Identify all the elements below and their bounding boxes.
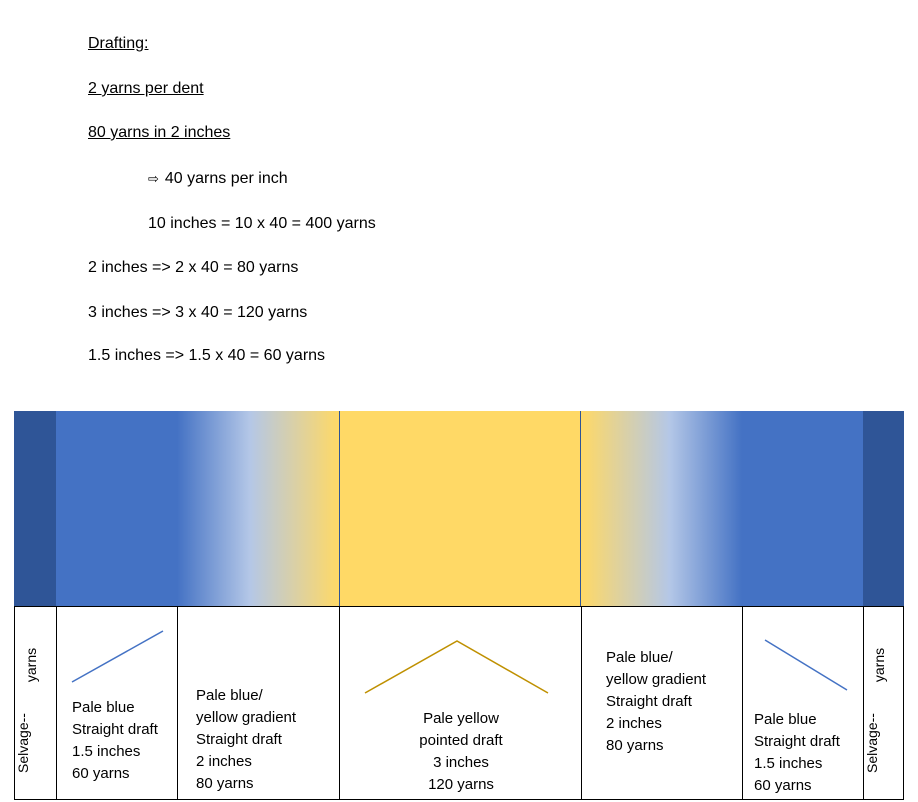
gradient-left-cell: [177, 606, 339, 800]
drafting-notes: [0, 0, 918, 400]
gradient-right-label: Pale blue/ yellow gradient Straight draft 2 inches 80 yarns: [606, 649, 707, 754]
pale-blue-left-label: Pale blue Straight draft 1.5 inches 60 yarns: [72, 699, 158, 782]
gradient-left-swatch: [177, 411, 339, 607]
pale-blue-right-cell: [742, 606, 863, 800]
gradient-right-cell: [581, 606, 742, 800]
gradient-left-label: Pale blue/ yellow gradient Straight draft 2 inches 80 yarns: [196, 687, 297, 792]
selvage-right-yarns-label: yarns: [871, 647, 888, 683]
note-1-5-inches: 1.5 inches => 1.5 x 40 = 60 yarns: [88, 347, 326, 364]
selvage-right-swatch: [863, 411, 904, 607]
note-3-inches: 3 inches => 3 x 40 = 120 yarns: [88, 304, 308, 321]
note-yarns-per-inch-text: 40 yarns per inch: [164, 170, 288, 187]
note-yarns-per-inch: [148, 169, 288, 189]
pale-yellow-label: Pale yellow pointed draft 3 inches 120 yarns: [419, 710, 503, 793]
pale-yellow-swatch: [339, 411, 581, 607]
selvage-left-label: Selvage--: [14, 713, 31, 773]
selvage-left-yarns-label: yarns: [23, 647, 40, 683]
selvage-left-swatch: [14, 411, 56, 607]
warp-color-band: [14, 411, 904, 607]
note-total-yarns: 10 inches = 10 x 40 = 400 yarns: [148, 215, 376, 232]
selvage-left-cell: [14, 606, 56, 800]
note-yarns-per-dent: 2 yarns per dent: [88, 80, 204, 97]
implies-arrow-icon: ⇨: [148, 171, 159, 186]
note-yarns-in-inches: 80 yarns in 2 inches: [88, 124, 231, 141]
selvage-right-label: Selvage--: [863, 713, 880, 773]
draft-table: [14, 606, 904, 800]
pale-blue-right-swatch: [742, 411, 863, 607]
gradient-right-swatch: [581, 411, 742, 607]
warp-draft-diagram: [14, 411, 904, 800]
note-2-inches: 2 inches => 2 x 40 = 80 yarns: [88, 259, 299, 276]
selvage-right-cell: [863, 606, 904, 800]
pale-blue-left-swatch: [56, 411, 177, 607]
notes-heading: Drafting:: [88, 35, 149, 52]
pale-blue-left-cell: [56, 606, 177, 800]
pale-blue-right-label: Pale blue Straight draft 1.5 inches 60 yarns: [754, 711, 840, 794]
pale-yellow-cell: [339, 606, 581, 800]
